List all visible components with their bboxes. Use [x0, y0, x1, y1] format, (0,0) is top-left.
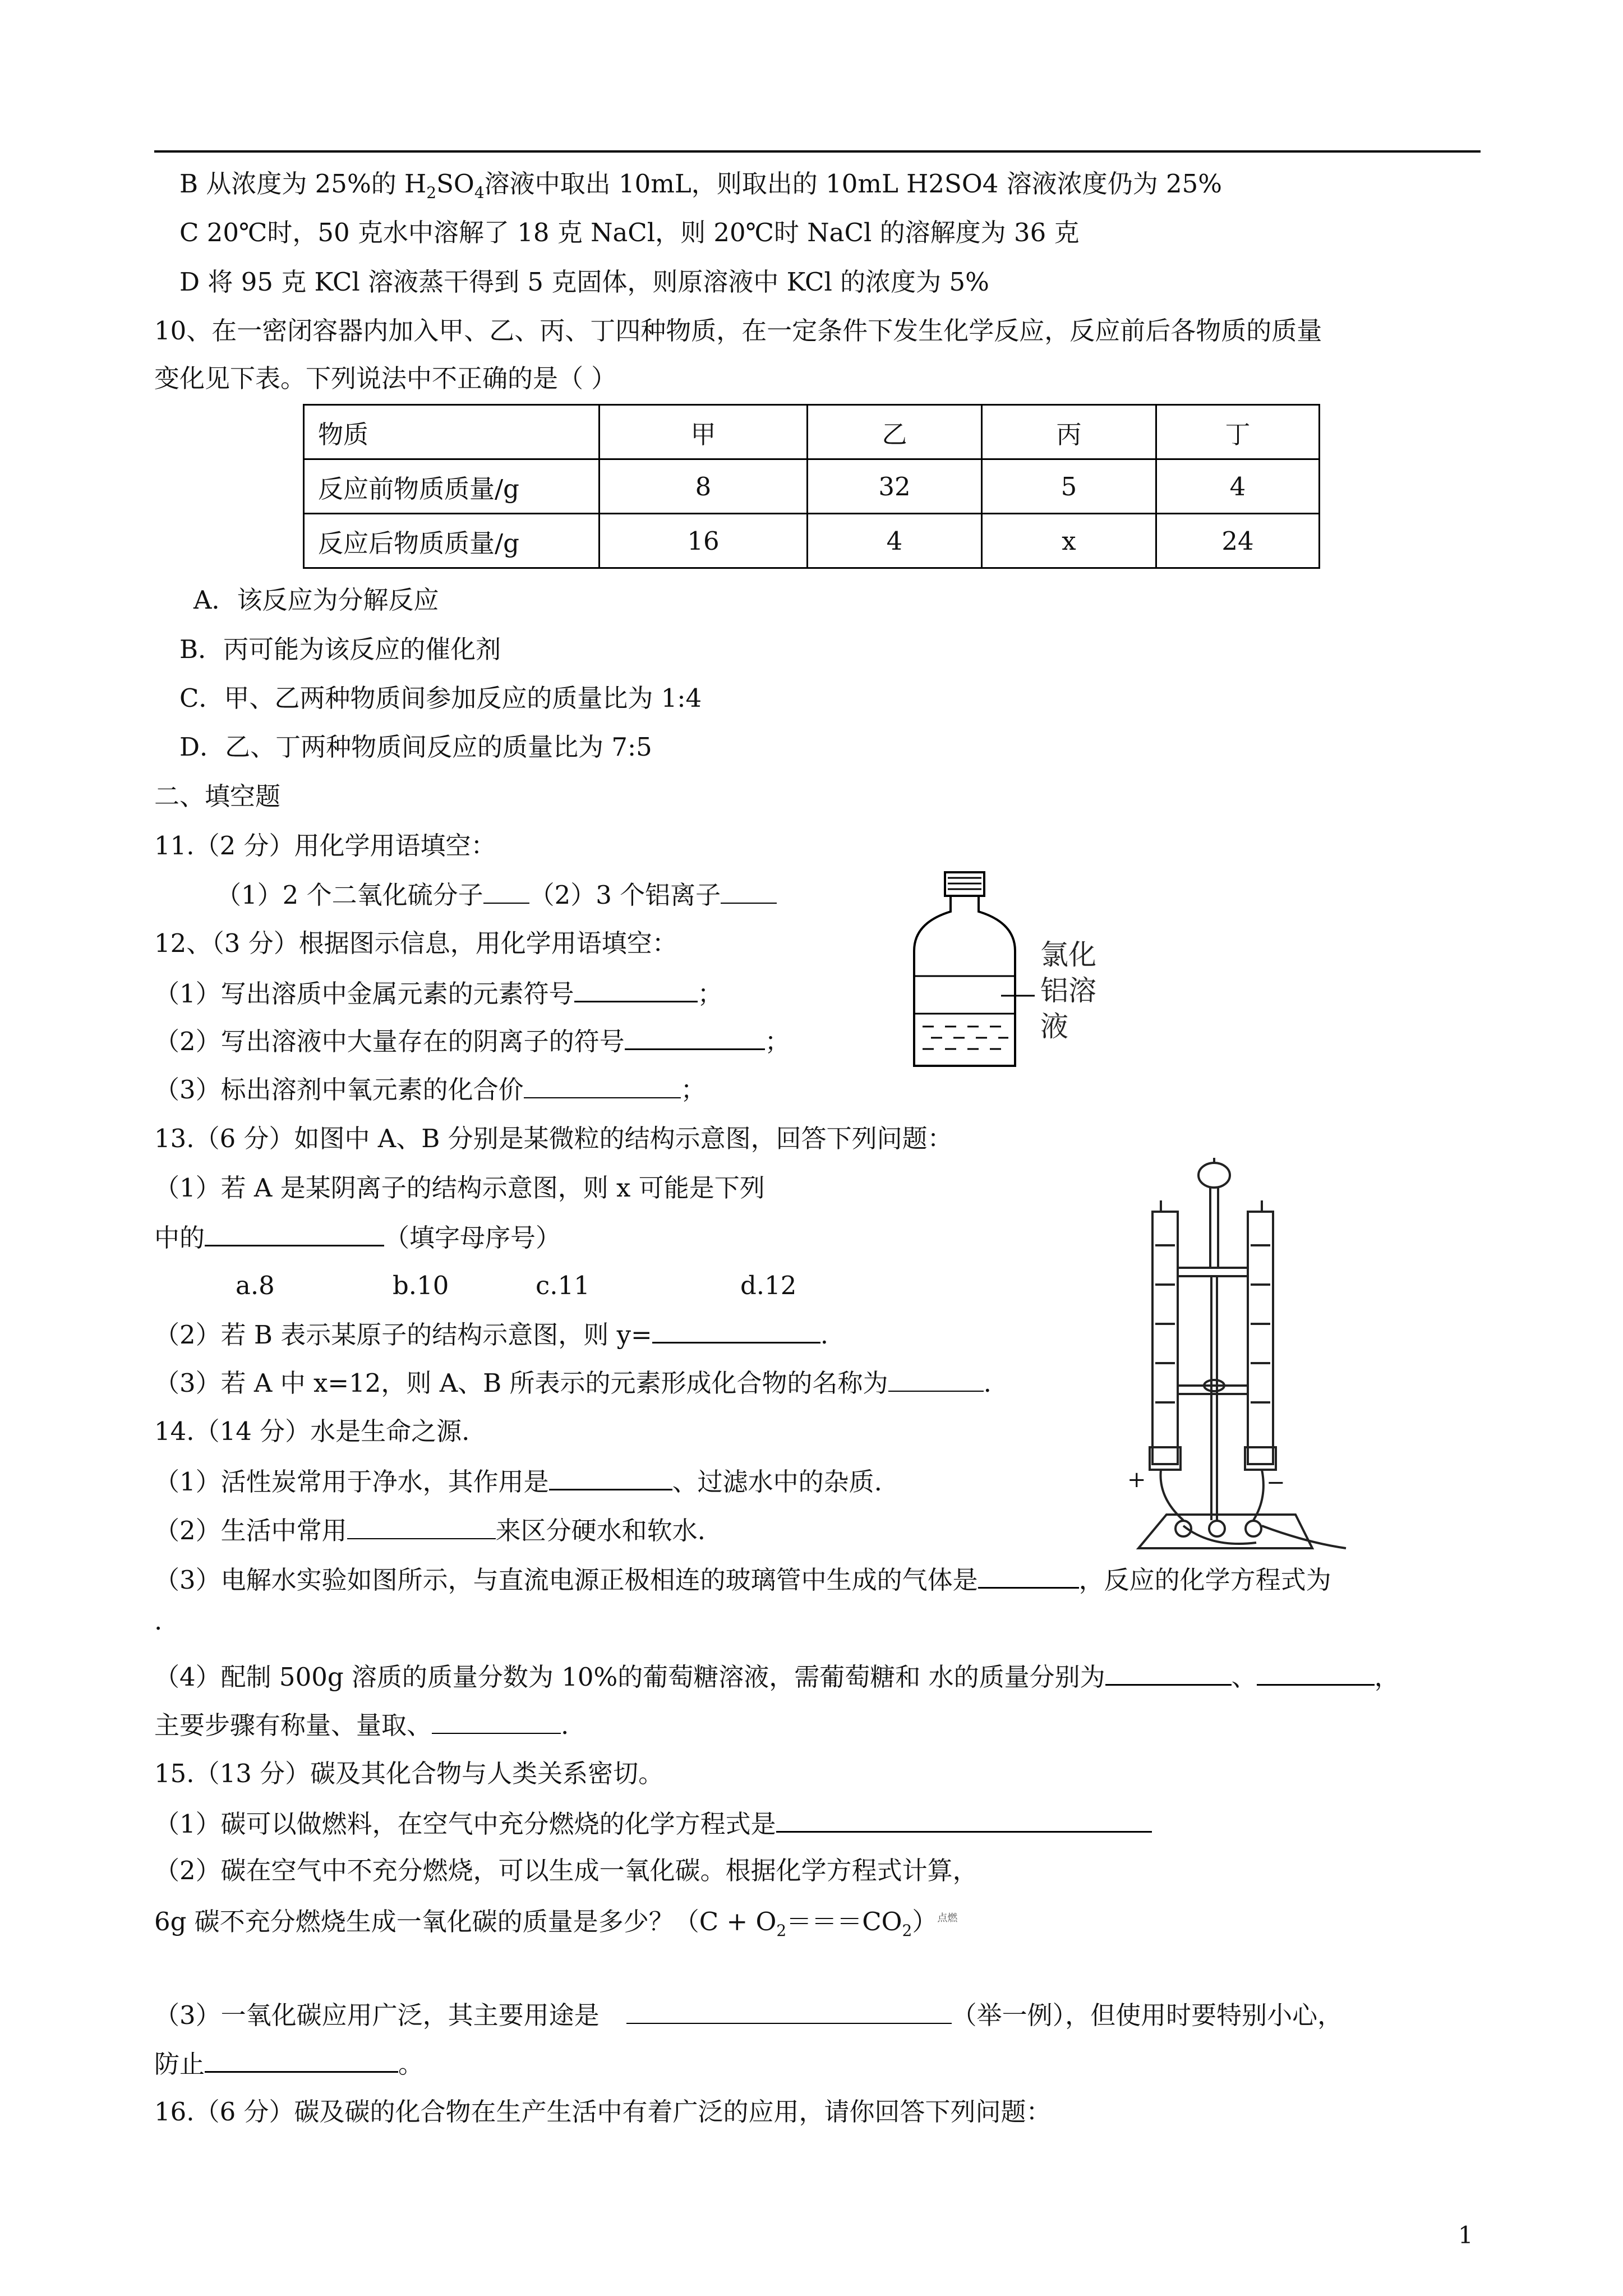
answer-blank[interactable]	[432, 1708, 561, 1734]
q15-part3-line2: 防止 。	[154, 2046, 423, 2081]
negative-terminal-label: −	[1266, 1470, 1285, 1496]
q9-option-c: C 20℃时，50 克水中溶解了 18 克 NaCl，则 20℃时 NaCl 的溶解度为 36 克	[179, 218, 1080, 247]
table-cell: 16	[600, 514, 808, 568]
q10-option-d: D．乙、丁两种物质间反应的质量比为 7:5	[179, 732, 652, 762]
q10-option-c: C．甲、乙两种物质间参加反应的质量比为 1:4	[179, 683, 702, 713]
q15-part1: （1）碳可以做燃料，在空气中充分燃烧的化学方程式是	[154, 1806, 1152, 1841]
table-cell: 4	[808, 514, 982, 568]
table-cell: 32	[808, 459, 982, 514]
q14-part1: （1）活性炭常用于净水，其作用是 、过滤水中的杂质.	[154, 1464, 882, 1499]
table-cell: 乙	[808, 405, 982, 459]
table-cell: 丁	[1156, 405, 1320, 459]
table-row	[304, 514, 1320, 568]
answer-blank[interactable]	[776, 1806, 1152, 1833]
q15-stem: 15.（13 分）碳及其化合物与人类关系密切。	[154, 1759, 664, 1788]
table-cell: 24	[1156, 514, 1320, 568]
q10-stem-line1: 10、在一密闭容器内加入甲、乙、丙、丁四种物质，在一定条件下发生化学反应，反应前后各物质的质量	[154, 316, 1322, 346]
answer-blank[interactable]	[625, 1024, 765, 1050]
page-number: 1	[1458, 2221, 1473, 2249]
q11-stem: 11.（2 分）用化学用语填空：	[154, 831, 496, 861]
table-cell: 丙	[982, 405, 1156, 459]
answer-blank[interactable]	[978, 1562, 1079, 1589]
table-cell: 4	[1156, 459, 1320, 514]
electrolysis-apparatus-figure	[1127, 1156, 1352, 1565]
q14-part4: （4）配制 500g 溶质的质量分数为 10%的葡萄糖溶液，需葡萄糖和 水的质量分别为 、 ，	[154, 1659, 1400, 1694]
answer-blank[interactable]	[574, 976, 698, 1002]
q16-stem: 16.（6 分）碳及碳的化合物在生产生活中有着广泛的应用，请你回答下列问题：	[154, 2097, 1052, 2127]
table-cell: 反应前物质质量/g	[304, 459, 600, 514]
answer-blank[interactable]	[888, 1366, 984, 1392]
q14-part3: （3）电解水实验如图所示，与直流电源正极相连的玻璃管中生成的气体是 ，反应的化学方程式为	[154, 1562, 1331, 1597]
q10-option-a: A．该反应为分解反应	[193, 585, 439, 615]
table-row	[304, 459, 1320, 514]
header-rule	[154, 150, 1481, 153]
q12-stem: 12、（3 分）根据图示信息，用化学用语填空：	[154, 928, 677, 958]
q14-part4-line2: 主要步骤有称量、量取、 .	[154, 1708, 569, 1742]
answer-blank[interactable]	[347, 1513, 496, 1539]
q15-part3: （3）一氧化碳应用广泛，其主要用途是 （举一例），但使用时要特别小心，	[154, 1998, 1343, 2032]
q14-stem: 14.（14 分）水是生命之源.	[154, 1416, 470, 1446]
answer-blank[interactable]	[549, 1464, 672, 1490]
q14-part3-end: .	[154, 1606, 163, 1636]
table-cell: 8	[600, 459, 808, 514]
table-cell: 物质	[304, 405, 600, 459]
answer-blank[interactable]	[1257, 1659, 1375, 1686]
answer-blank[interactable]	[205, 2046, 398, 2073]
q13-choice-b: b.10	[393, 1271, 449, 1300]
table-cell: 反应后物质质量/g	[304, 514, 600, 568]
answer-blank[interactable]	[1105, 1659, 1232, 1686]
bottle-label: 氯化 铝溶 液	[1040, 938, 1096, 1043]
q13-part3: （3）若 A 中 x=12，则 A、B 所表示的元素形成化合物的名称为 .	[154, 1366, 992, 1400]
q13-choice-d: d.12	[740, 1271, 797, 1300]
answer-blank[interactable]	[205, 1220, 384, 1246]
q13-part2: （2）若 B 表示某原子的结构示意图，则 y= .	[154, 1317, 828, 1352]
answer-blank[interactable]	[524, 1073, 681, 1098]
electrolysis-apparatus-icon	[1127, 1156, 1352, 1565]
q13-part1-line1: （1）若 A 是某阴离子的结构示意图，则 x 可能是下列	[154, 1173, 765, 1203]
q15-part2-line1: （2）碳在空气中不充分燃烧，可以生成一氧化碳。根据化学方程式计算，	[154, 1856, 978, 1885]
q15-part2-line2: 6g 碳不充分燃烧生成一氧化碳的质量是多少？$(C + O_2===CO_2)^{点燃}$	[154, 1907, 958, 1940]
reagent-bottle-icon	[897, 867, 1133, 1074]
table-cell: x	[982, 514, 1156, 568]
q9-option-b: B 从浓度为 25%的 $H_2SO_4$溶液中取出 10mL，则取出的 10mL H2SO4 溶液浓度仍为 25%	[179, 169, 1223, 202]
q13-stem: 13.（6 分）如图中 A、B 分别是某微粒的结构示意图，回答下列问题：	[154, 1124, 953, 1153]
table-header-row	[304, 405, 1320, 459]
reagent-bottle-figure	[897, 867, 1133, 1074]
answer-blank[interactable]	[483, 878, 529, 904]
q10-option-b: B．丙可能为该反应的催化剂	[179, 634, 501, 664]
q10-stem-line2: 变化见下表。下列说法中不正确的是（ ）	[154, 364, 617, 393]
q13-choice-a: a.8	[236, 1271, 275, 1300]
q11-parts: （1）2 个二氧化硫分子 （2）3 个铝离子	[216, 878, 777, 912]
answer-blank[interactable]	[652, 1317, 820, 1343]
q12-part2: （2）写出溶液中大量存在的阴离子的符号 ；	[154, 1024, 790, 1059]
positive-terminal-label: +	[1127, 1467, 1146, 1493]
mass-change-table	[303, 404, 1320, 569]
section-heading: 二、填空题	[154, 781, 281, 811]
q12-part3: （3）标出溶剂中氧元素的化合价 ；	[154, 1073, 706, 1107]
table-cell: 5	[982, 459, 1156, 514]
q12-part1: （1）写出溶质中金属元素的元素符号 ；	[154, 976, 723, 1011]
table-cell: 甲	[600, 405, 808, 459]
q13-choice-c: c.11	[536, 1271, 590, 1300]
q9-option-d: D 将 95 克 KCl 溶液蒸干得到 5 克固体，则原溶液中 KCl 的浓度为 5%	[179, 267, 989, 297]
answer-blank[interactable]	[721, 878, 777, 904]
q13-part1-line2: 中的 （填字母序号）	[154, 1220, 561, 1255]
answer-blank[interactable]	[626, 1998, 952, 2024]
q14-part2: （2）生活中常用 来区分硬水和软水.	[154, 1513, 706, 1548]
